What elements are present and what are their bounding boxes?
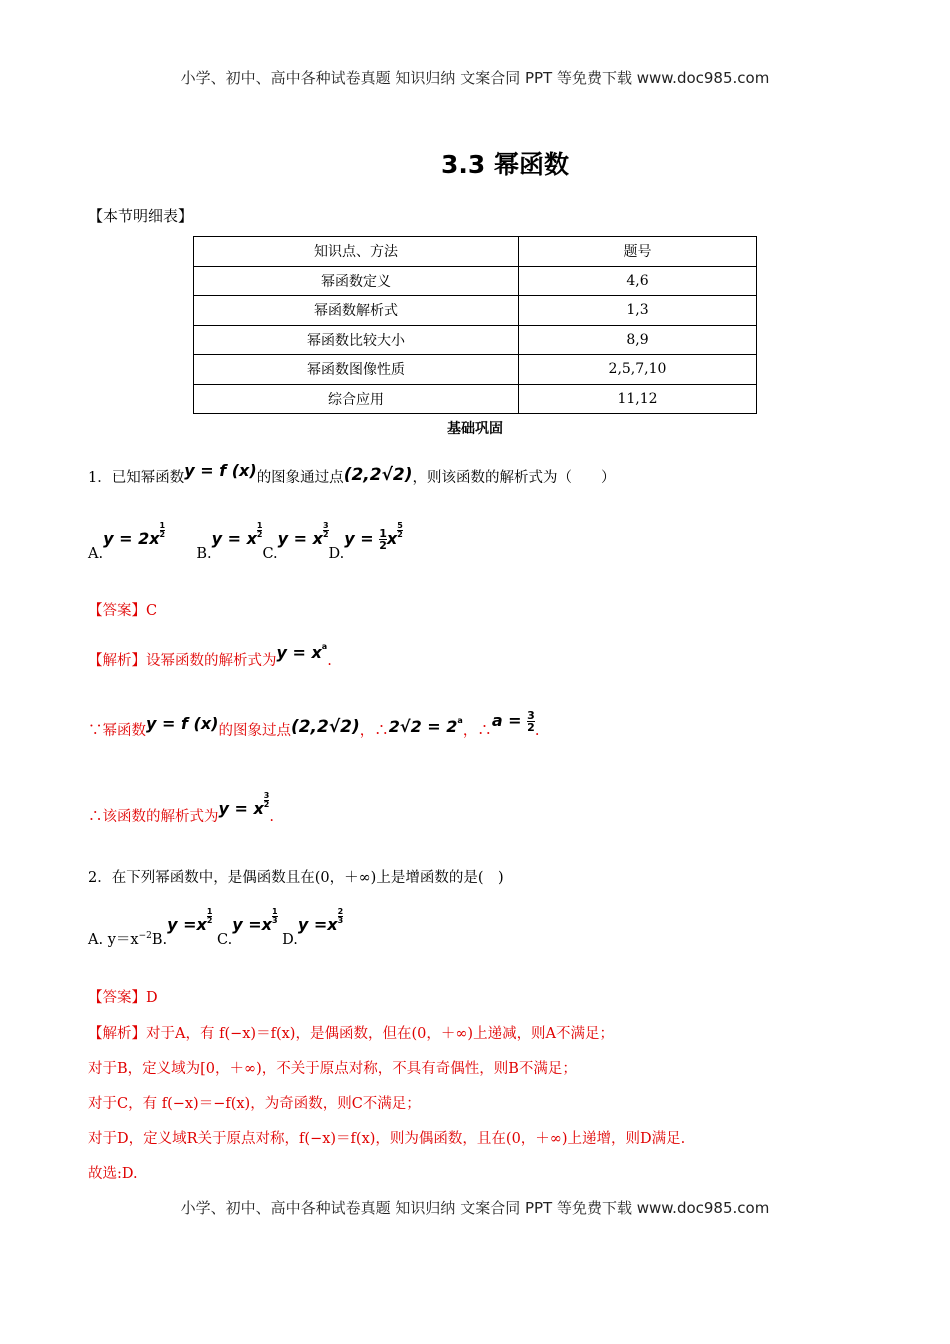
q2-options: [88, 907, 344, 948]
q1-formula-fx: y = f (x): [184, 461, 257, 480]
q2-analysis-line-3: 对于C，有 f(−x)＝−f(x)，为奇函数，则C不满足；: [88, 1096, 421, 1112]
table-header-numbers: 题号: [519, 237, 757, 267]
q1-stem-part: 的图象通过点: [256, 470, 344, 486]
q1-answer: 【答案】C: [88, 603, 158, 619]
q1-analysis-line-3: ∴该函数的解析式为$y = x\frac{3}{2}$ .: [88, 791, 274, 825]
q1-formula-a-value: $a = \frac{3}{2}$: [491, 709, 535, 734]
q2-option-d-label: D.: [282, 932, 298, 948]
table-cell-topic: 幂函数图像性质: [194, 355, 519, 385]
footer-banner: 小学、初中、高中各种试卷真题 知识归纳 文案合同 PPT 等免费下载 www.doc985.com: [180, 1199, 770, 1217]
q2-analysis-line-4: 对于D，定义域R关于原点对称，f(−x)＝f(x)，则为偶函数，且在(0，＋∞)上递增，则D满足.: [88, 1131, 686, 1147]
q2-answer: 【答案】D: [88, 990, 158, 1006]
q2-analysis-line-5: 故选:D.: [88, 1166, 138, 1182]
table-row: [194, 384, 757, 414]
q1-option-c-formula: $y = x\frac{3}{2}$: [277, 521, 329, 548]
section-title: 基础巩固: [447, 421, 503, 437]
q1-option-d-formula: $y = \frac{1}{2}$ $x\frac{5}{2}$: [344, 521, 403, 552]
q2-option-a-text: A. y＝x: [88, 932, 139, 948]
q1-formula-point: (2,2√2): [290, 717, 360, 737]
q1-option-a-label: A.: [88, 546, 104, 562]
table-row: [194, 296, 757, 326]
table-header-row: [194, 237, 757, 267]
q1-option-b-label: B.: [196, 546, 212, 562]
detail-heading: 【本节明细表】: [88, 207, 194, 225]
table-cell-numbers: 11,12: [519, 384, 757, 414]
q2-option-a-exponent: −2: [138, 931, 152, 942]
q1-option-d-label: D.: [328, 546, 345, 562]
table-header-topic: 知识点、方法: [194, 237, 519, 267]
q2-option-c-label: C.: [217, 932, 233, 948]
q1-analysis-text: ∴该函数的解析式为: [88, 809, 219, 825]
table-row: [194, 355, 757, 385]
q1-analysis-text: 的图象过点: [218, 723, 291, 739]
q1-analysis-line-1: 【解析】设幂函数的解析式为$y = x^a$.: [88, 642, 332, 669]
q2-analysis-line-2: 对于B，定义域为[0，＋∞)，不关于原点对称，不具有奇偶性，则B不满足；: [88, 1061, 577, 1077]
table-row: [194, 266, 757, 296]
q1-analysis-label: 【解析】: [88, 653, 146, 669]
table-cell-topic: 幂函数解析式: [194, 296, 519, 326]
q1-analysis-line-2: ∵幂函数y = f (x)的图象过点(2,2√2)，∴2√2 = $2^a$，∴a = $\frac{3}{2}$ .: [88, 709, 540, 739]
q1-analysis-text: ∵幂函数: [88, 723, 146, 739]
q2-option-c-formula: $y =x\frac{1}{3}$: [232, 907, 278, 934]
table-cell-numbers: 2,5,7,10: [519, 355, 757, 385]
q2-option-b-label: B.: [151, 932, 168, 948]
q1-stem-part: ，则该函数的解析式为（ ）: [412, 470, 616, 486]
q1-formula-equation: $2√2 = 2^a$: [388, 716, 463, 736]
q1-formula-xa: $y = x^a$: [276, 642, 328, 662]
detail-table: [193, 236, 757, 414]
table-row: [194, 325, 757, 355]
q1-formula-fx: y = f (x): [146, 714, 219, 733]
q1-stem-part: 1．已知幂函数: [88, 470, 185, 486]
q2-option-b-formula: $y =x\frac{1}{2}$: [167, 907, 213, 934]
q1-formula-point: (2,2√2): [343, 465, 413, 485]
q2-analysis-line-1: [88, 1022, 614, 1043]
q1-stem: [88, 461, 616, 487]
table-cell-numbers: 8,9: [519, 325, 757, 355]
q1-formula-result: $y = x\frac{3}{2}$: [218, 791, 270, 818]
q2-option-a: [88, 932, 152, 948]
table-cell-topic: 幂函数比较大小: [194, 325, 519, 355]
q2-option-d-formula: $y =x\frac{2}{3}$: [297, 907, 344, 934]
table-cell-numbers: 1,3: [519, 296, 757, 326]
q1-options: [88, 521, 403, 562]
q1-analysis-text: 设幂函数的解析式为: [146, 653, 277, 669]
table-cell-topic: 幂函数定义: [194, 266, 519, 296]
q2-stem: 2．在下列幂函数中，是偶函数且在(0，＋∞)上是增函数的是( ): [88, 870, 504, 886]
header-banner: 小学、初中、高中各种试卷真题 知识归纳 文案合同 PPT 等免费下载 www.doc985.com: [180, 69, 770, 87]
table-cell-numbers: 4,6: [519, 266, 757, 296]
q2-analysis-label: 【解析】: [88, 1026, 146, 1042]
q2-analysis-text: 对于A，有 f(−x)＝f(x)，是偶函数，但在(0，＋∞)上递减，则A不满足；: [146, 1026, 615, 1042]
table-cell-topic: 综合应用: [194, 384, 519, 414]
q1-option-c-label: C.: [262, 546, 278, 562]
q1-option-b-formula: $y = x\frac{1}{2}$: [211, 521, 263, 548]
page-title: 3.3 幂函数: [441, 150, 569, 179]
q1-option-a-formula: $y = 2x\frac{1}{2}$: [103, 521, 166, 548]
